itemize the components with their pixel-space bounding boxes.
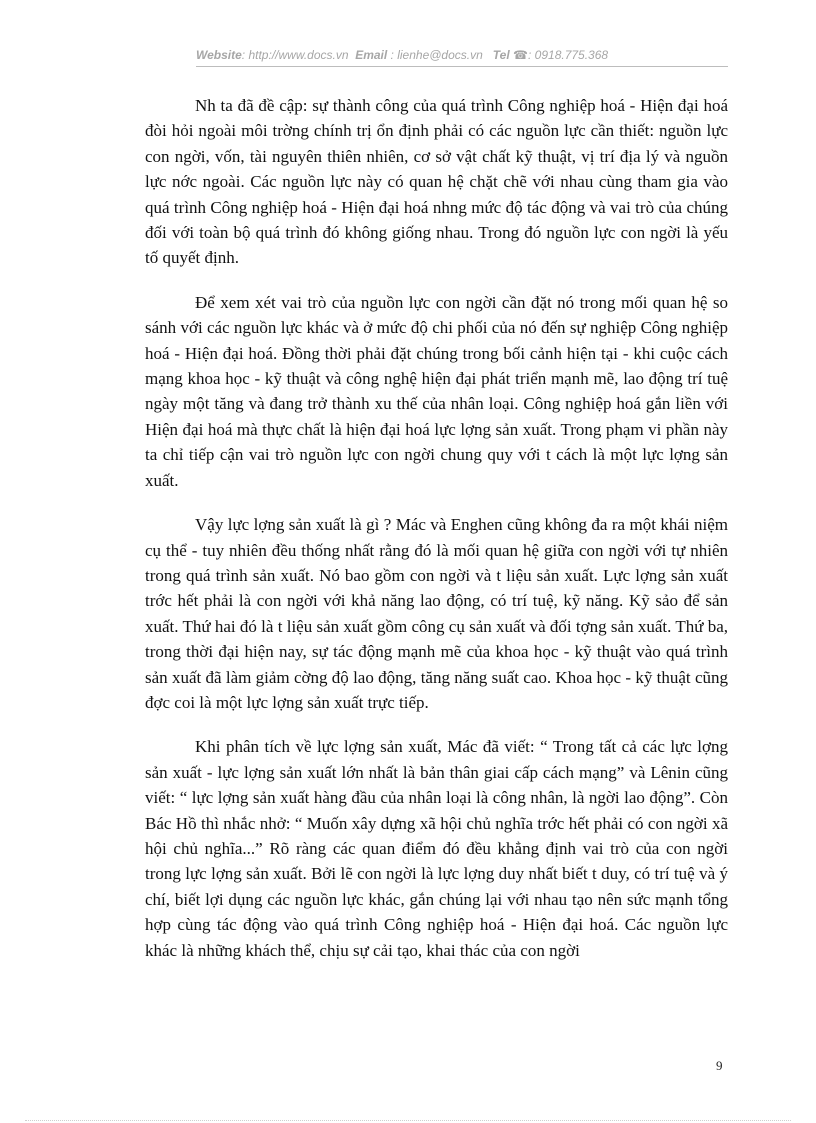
page-header xyxy=(196,48,736,62)
website-label: Website xyxy=(196,48,242,62)
document-body xyxy=(145,93,728,982)
header-rule xyxy=(196,66,728,67)
footer-rule xyxy=(25,1120,791,1121)
email-value[interactable]: : lienhe@docs.vn xyxy=(390,48,483,62)
tel-value: : 0918.775.368 xyxy=(528,48,609,62)
paragraph-1: Nh ta đã đề cập: sự thành công của quá trình Công nghiệp hoá - Hiện đại hoá đòi hỏi ngoài môi trờng chính trị ổn định phải có các nguồn lực cần thiết: nguồn lực con ngời, vốn, tài nguyên thiên nhiên, cơ sở vật chất kỹ thuật, vị trí địa lý và nguồn lực nớc ngoài. Các nguồn lực này có quan hệ chặt chẽ với nhau cùng tham gia vào quá trình Công nghiệp hoá - Hiện đại hoá nhng mức độ tác động và vai trò của chúng đối với toàn bộ quá trình đó không giống nhau. Trong đó nguồn lực con ngời là yếu tố quyết định. xyxy=(145,96,728,268)
paragraph-2: Để xem xét vai trò của nguồn lực con ngời cần đặt nó trong mối quan hệ so sánh với các nguồn lực khác và ở mức độ chi phối của nó đến sự nghiệp Công nghiệp hoá - Hiện đại hoá. Đồng thời phải đặt chúng trong bối cảnh hiện tại - khi cuộc cách mạng khoa học - kỹ thuật và công nghệ hiện đại phát triển mạnh mẽ, lao động trí tuệ ngày một tăng và đang trở thành xu thế của nhân loại. Công nghiệp hoá gắn liền với Hiện đại hoá mà thực chất là hiện đại hoá lực lợng sản xuất. Trong phạm vi phần này ta chỉ tiếp cận vai trò nguồn lực con ngời chung quy với t cách là một lực lợng sản xuất. xyxy=(145,292,728,490)
tel-label: Tel xyxy=(492,48,510,62)
page-number: 9 xyxy=(716,1058,723,1073)
email-label: Email xyxy=(355,48,388,62)
phone-icon: ☎ xyxy=(513,48,528,62)
paragraph-4: Khi phân tích về lực lợng sản xuất, Mác đã viết: “ Trong tất cả các lực lợng sản xuất - lực lợng sản xuất lớn nhất là bản thân giai cấp cách mạng” và Lênin cũng viết: “ lực lợng sản xuất hàng đầu của nhân loại là công nhân, là ngời lao động”. Còn Bác Hồ thì nhắc nhở: “ Muốn xây dựng xã hội chủ nghĩa trớc hết phải có con ngời xã hội chủ nghĩa...” Rõ ràng các quan điểm đó đều khẳng định vai trò của con ngời trong lực lợng sản xuất. Bởi lẽ con ngời là lực lợng duy nhất biết t duy, có trí tuệ và ý chí, biết lợi dụng các nguồn lực khác, gắn chúng lại với nhau tạo nên sức mạnh tổng hợp cùng tác động vào quá trình Công nghiệp hoá - Hiện đại hoá. Các nguồn lực khác là những khách thể, chịu sự cải tạo, khai thác của con ngời xyxy=(145,737,728,960)
paragraph-3: Vậy lực lợng sản xuất là gì ? Mác và Enghen cũng không đa ra một khái niệm cụ thể - tuy nhiên đều thống nhất rằng đó là mối quan hệ giữa con ngời với tự nhiên trong quá trình sản xuất. Nó bao gồm con ngời và t liệu sản xuất. Lực lợng sản xuất trớc hết phải là con ngời với khả năng lao động, có trí tuệ, kỹ năng. Kỹ sảo để sản xuất. Thứ hai đó là t liệu sản xuất gồm công cụ sản xuất và đối tợng sản xuất. Thứ ba, trong thời đại hiện nay, sự tác động mạnh mẽ của khoa học - kỹ thuật vào quá trình sản xuất đã làm giảm cờng độ lao động, tăng năng suất cao. Khoa học - kỹ thuật cũng đợc coi là một lực lợng sản xuất trực tiếp. xyxy=(145,515,728,712)
website-value[interactable]: : http://www.docs.vn xyxy=(241,48,349,62)
